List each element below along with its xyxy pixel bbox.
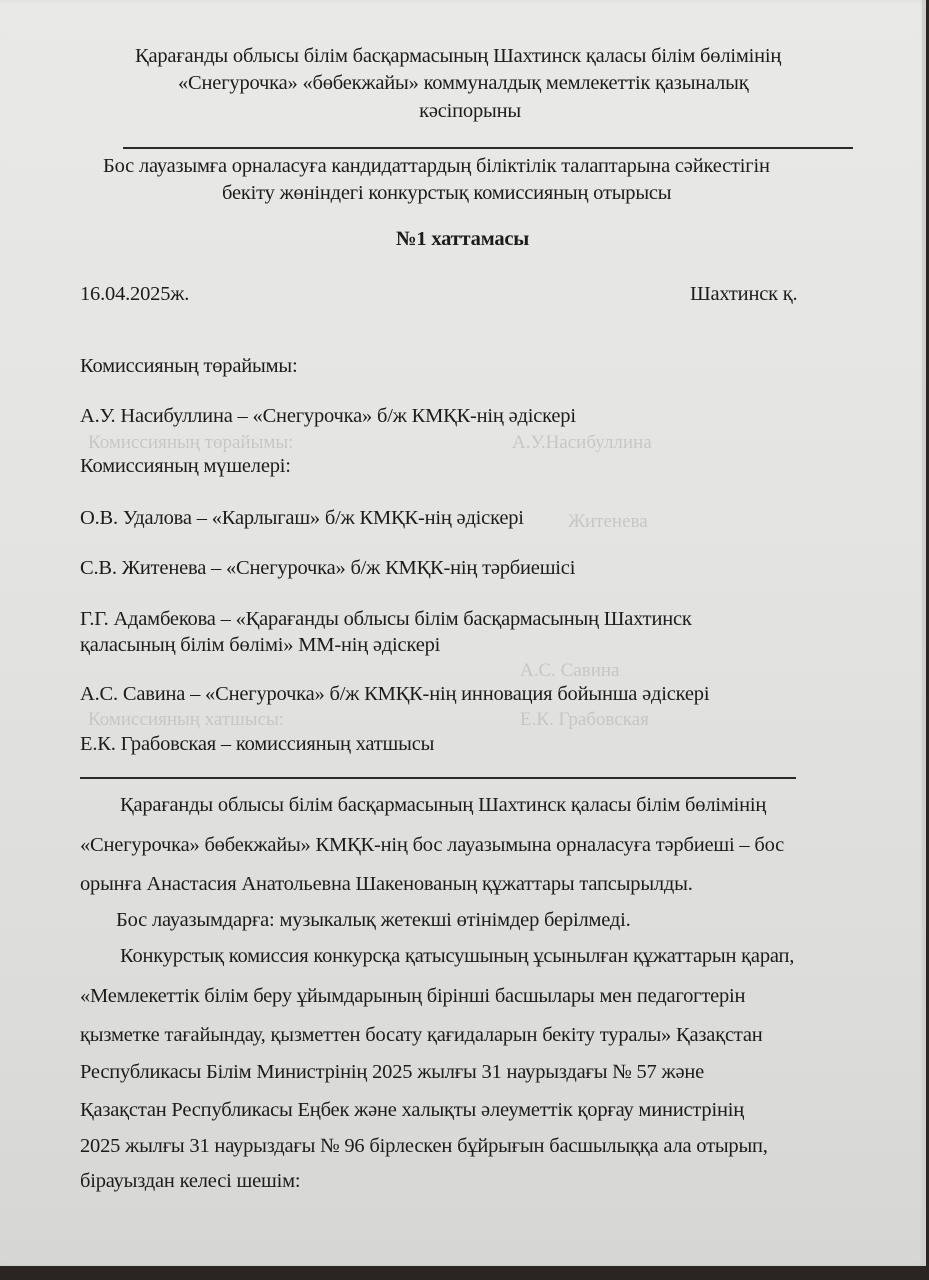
body-line: Бос лауазымдарға: музыкалық жетекші өтінімдер берілмеді. [116, 909, 631, 931]
header-line: кәсіпорыны [419, 100, 521, 122]
header-divider [123, 147, 853, 149]
member-entry: С.В. Житенева – «Снегурочка» б/ж КМҚК-нің тәрбиешісі [80, 557, 576, 579]
bleed-through-text: Комиссияның төрайымы: [88, 432, 294, 453]
body-line: орынға Анастасия Анатольевна Шакенованың құжаттары тапсырылды. [80, 873, 693, 895]
bleed-through-text: Е.К. Грабовская [520, 709, 649, 730]
body-line: қызметке тағайындау, қызметтен босату қағидаларын бекіту туралы» Қазақстан [80, 1024, 763, 1046]
bleed-through-text: Житенева [568, 511, 648, 532]
protocol-title: №1 хаттамасы [396, 228, 530, 250]
body-line: Қарағанды облысы білім басқармасының Шахтинск қаласы білім бөлімінің [120, 794, 767, 816]
chair-entry: А.У. Насибуллина – «Снегурочка» б/ж КМҚК-нің әдіскері [80, 405, 576, 427]
page-edge [922, 0, 926, 1266]
bleed-through-text: Комиссияның хатшысы: [88, 709, 285, 730]
member-entry-continued: қаласының білім бөлімі» ММ-нің әдіскері [80, 634, 441, 656]
body-line: Республикасы Білім Министрінің 2025 жылғы 31 наурыздағы № 57 және [80, 1061, 705, 1083]
body-line: «Мемлекеттік білім беру ұйымдарының бірінші басшылары мен педагогтерін [80, 985, 746, 1007]
member-entry: Г.Г. Адамбекова – «Қарағанды облысы білім басқармасының Шахтинск [80, 608, 692, 630]
subtitle-line: Бос лауазымға орналасуға кандидаттардың біліктілік талаптарына сәйкестігін [103, 155, 770, 177]
body-line: Конкурстық комиссия конкурсқа қатысушының ұсынылған құжаттарын қарап, [120, 945, 795, 967]
body-line: 2025 жылғы 31 наурыздағы № 96 бірлескен бұйрығын басшылыққа ала отырып, [80, 1135, 768, 1157]
subtitle-line: бекіту жөніндегі конкурстық комиссияның отырысы [222, 182, 672, 204]
header-line: Қарағанды облысы білім басқармасының Шахтинск қаласы білім бөлімінің [135, 45, 782, 67]
member-entry: А.С. Савина – «Снегурочка» б/ж КМҚК-нің инновация бойынша әдіскері [80, 683, 710, 705]
protocol-place: Шахтинск қ. [690, 283, 798, 305]
body-line: Қазақстан Республикасы Еңбек және халықты әлеуметтік қорғау министрінің [80, 1099, 745, 1121]
protocol-date: 16.04.2025ж. [80, 283, 190, 305]
bleed-through-text: А.У.Насибуллина [512, 432, 652, 453]
chair-label: Комиссияның төрайымы: [80, 355, 298, 377]
members-label: Комиссияның мүшелері: [80, 455, 291, 477]
section-divider [80, 777, 796, 779]
body-line: бірауыздан келесі шешім: [80, 1170, 301, 1192]
member-entry: О.В. Удалова – «Карлыгаш» б/ж КМҚК-нің әдіскері [80, 507, 524, 529]
header-line: «Снегурочка» «бөбекжайы» коммуналдық мемлекеттік қазыналық [178, 72, 749, 94]
body-line: «Снегурочка» бөбекжайы» КМҚК-нің бос лауазымына орналасуға тәрбиеші – бос [80, 834, 785, 856]
bleed-through-text: А.С. Савина [520, 660, 620, 681]
secretary-entry: Е.К. Грабовская – комиссияның хатшысы [80, 733, 435, 755]
